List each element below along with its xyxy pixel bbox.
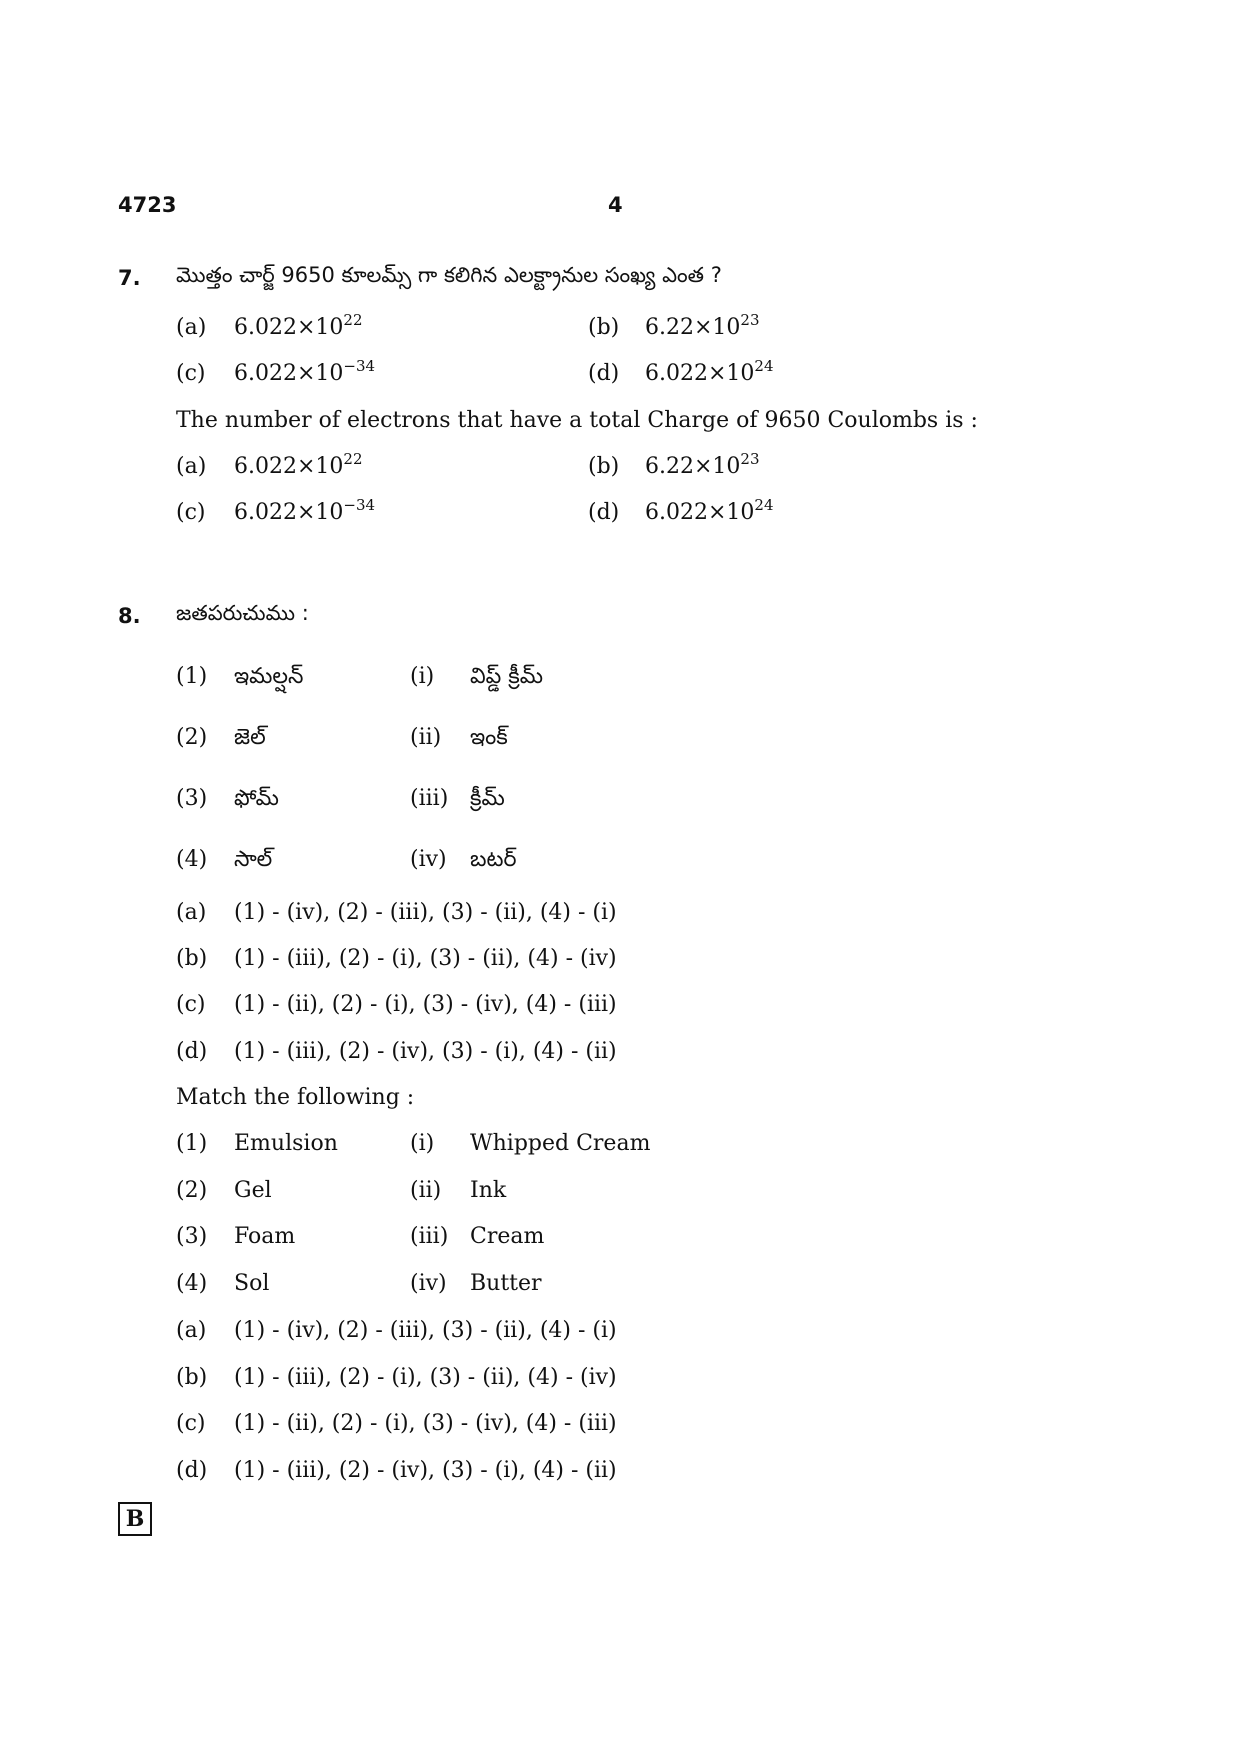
q8-te-option-b-text: (1) - (iii), (2) - (i), (3) - (ii), (4) - (iv): [234, 946, 617, 971]
q7-te-option-a-label: (a): [176, 315, 207, 340]
q8-te-left-label: (4): [176, 847, 208, 872]
q8-en-option-b-text: (1) - (iii), (2) - (i), (3) - (ii), (4) - (iv): [234, 1365, 617, 1390]
q8-en-option-b-label: (b): [176, 1365, 208, 1390]
q8-en-right-label: (iv): [410, 1271, 447, 1296]
question-8-english-text: Match the following :: [176, 1085, 415, 1110]
q8-te-right-item: బటర్: [470, 847, 517, 872]
q8-te-right-label: (i): [410, 664, 435, 689]
q7-te-option-d-label: (d): [588, 361, 620, 386]
q8-te-option-d-text: (1) - (iii), (2) - (iv), (3) - (i), (4) - (ii): [234, 1039, 617, 1064]
q8-en-right-item: Butter: [470, 1271, 542, 1296]
q8-en-left-item: Gel: [234, 1178, 272, 1203]
q8-en-left-label: (1): [176, 1131, 208, 1156]
q8-te-left-item: ఫోమ్: [234, 786, 279, 811]
q7-te-option-a-value: $6.022\times 10^{22}$: [234, 311, 363, 340]
question-8-telugu-text: జతపరుచుము :: [176, 601, 309, 625]
q8-te-right-item: ఇంక్: [470, 725, 508, 750]
paper-code: 4723: [118, 193, 177, 217]
q8-te-left-item: జెల్: [234, 725, 266, 750]
q8-te-left-label: (2): [176, 725, 208, 750]
q7-en-option-c-label: (c): [176, 500, 206, 525]
q8-te-left-label: (1): [176, 664, 208, 689]
q8-en-left-item: Foam: [234, 1224, 296, 1249]
q8-te-option-c-text: (1) - (ii), (2) - (i), (3) - (iv), (4) - (iii): [234, 992, 617, 1017]
q8-te-right-label: (ii): [410, 725, 442, 750]
q8-te-right-label: (iv): [410, 847, 447, 872]
q8-en-left-item: Sol: [234, 1271, 270, 1296]
q8-te-option-a-label: (a): [176, 900, 207, 925]
q8-en-option-a-text: (1) - (iv), (2) - (iii), (3) - (ii), (4) - (i): [234, 1318, 617, 1343]
question-8-number: 8.: [118, 604, 141, 628]
q8-te-right-label: (iii): [410, 786, 449, 811]
q7-en-option-c-value: $6.022\times 10^{-34}$: [234, 496, 376, 525]
q7-en-option-d-value: $6.022\times 10^{24}$: [645, 496, 774, 525]
q8-te-right-item: క్రీమ్: [470, 786, 505, 811]
q8-te-option-a-text: (1) - (iv), (2) - (iii), (3) - (ii), (4) - (i): [234, 900, 617, 925]
q7-te-option-c-label: (c): [176, 361, 206, 386]
q8-en-left-label: (2): [176, 1178, 208, 1203]
q8-en-right-label: (iii): [410, 1224, 449, 1249]
q7-en-option-b-label: (b): [588, 454, 620, 479]
booklet-series-badge: B: [118, 1502, 152, 1536]
question-7-telugu-text: మొత్తం చార్జ్ 9650 కూలమ్స్ గా కలిగిన ఎలక్ట్రానుల సంఖ్య ఎంత ?: [176, 263, 722, 287]
q8-en-option-d-text: (1) - (iii), (2) - (iv), (3) - (i), (4) - (ii): [234, 1458, 617, 1483]
q8-en-option-c-text: (1) - (ii), (2) - (i), (3) - (iv), (4) - (iii): [234, 1411, 617, 1436]
q8-en-left-label: (4): [176, 1271, 208, 1296]
q7-en-option-d-label: (d): [588, 500, 620, 525]
q8-te-option-d-label: (d): [176, 1039, 208, 1064]
q8-te-left-label: (3): [176, 786, 208, 811]
q7-te-option-d-value: $6.022\times 10^{24}$: [645, 357, 774, 386]
q7-en-option-b-value: $6.22\times 10^{23}$: [645, 450, 760, 479]
question-7-number: 7.: [118, 266, 141, 290]
q8-te-option-b-label: (b): [176, 946, 208, 971]
q8-en-left-label: (3): [176, 1224, 208, 1249]
q8-te-option-c-label: (c): [176, 992, 206, 1017]
q7-te-option-b-label: (b): [588, 315, 620, 340]
q8-en-option-c-label: (c): [176, 1411, 206, 1436]
question-7-english-text: The number of electrons that have a total Charge of 9650 Coulombs is :: [176, 408, 978, 433]
q7-te-option-b-value: $6.22\times 10^{23}$: [645, 311, 760, 340]
q7-en-option-a-value: $6.022\times 10^{22}$: [234, 450, 363, 479]
q8-en-option-d-label: (d): [176, 1458, 208, 1483]
q8-en-right-label: (ii): [410, 1178, 442, 1203]
q7-te-option-c-value: $6.022\times 10^{-34}$: [234, 357, 376, 386]
q8-en-right-item: Cream: [470, 1224, 545, 1249]
page-number: 4: [608, 193, 623, 217]
q7-en-option-a-label: (a): [176, 454, 207, 479]
q8-en-right-label: (i): [410, 1131, 435, 1156]
q8-te-left-item: సాల్: [234, 847, 273, 872]
q8-te-right-item: విప్డ్ క్రీమ్: [470, 664, 544, 689]
q8-en-option-a-label: (a): [176, 1318, 207, 1343]
q8-en-right-item: Whipped Cream: [470, 1131, 651, 1156]
q8-en-right-item: Ink: [470, 1178, 507, 1203]
q8-te-left-item: ఇమల్షన్: [234, 664, 304, 689]
q8-en-left-item: Emulsion: [234, 1131, 338, 1156]
